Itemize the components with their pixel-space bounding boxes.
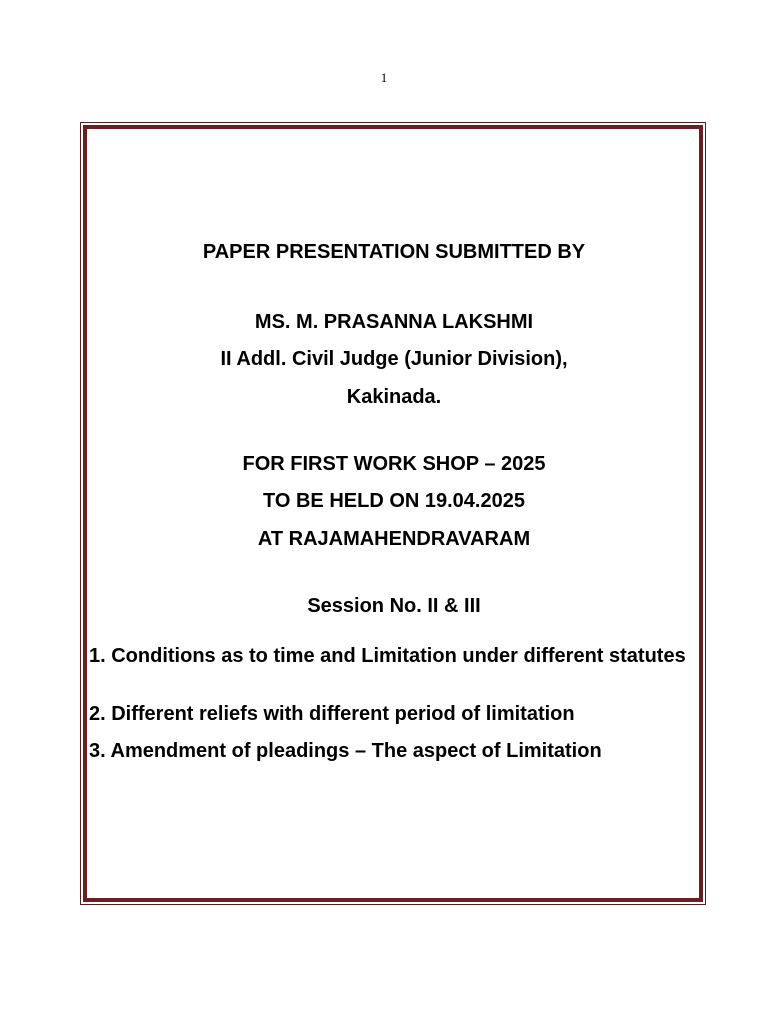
author-designation: II Addl. Civil Judge (Junior Division),	[220, 348, 568, 370]
author-place: Kakinada.	[346, 386, 442, 408]
submission-heading: PAPER PRESENTATION SUBMITTED BY	[202, 241, 586, 263]
author-name: MS. M. PRASANNA LAKSHMI	[254, 311, 534, 333]
workshop-venue: AT RAJAMAHENDRAVARAM	[257, 528, 531, 550]
page-number: 1	[380, 70, 388, 85]
topic-item-3: 3. Amendment of pleadings – The aspect of Limitation	[89, 740, 602, 762]
session-label: Session No. II & III	[307, 595, 481, 617]
workshop-title: FOR FIRST WORK SHOP – 2025	[242, 453, 546, 475]
topic-item-1: 1. Conditions as to time and Limitation under different statutes	[89, 645, 686, 667]
content-box	[83, 125, 703, 902]
workshop-date: TO BE HELD ON 19.04.2025	[263, 490, 525, 512]
topic-item-2: 2. Different reliefs with different period of limitation	[89, 703, 575, 725]
page-border-frame	[80, 122, 706, 905]
